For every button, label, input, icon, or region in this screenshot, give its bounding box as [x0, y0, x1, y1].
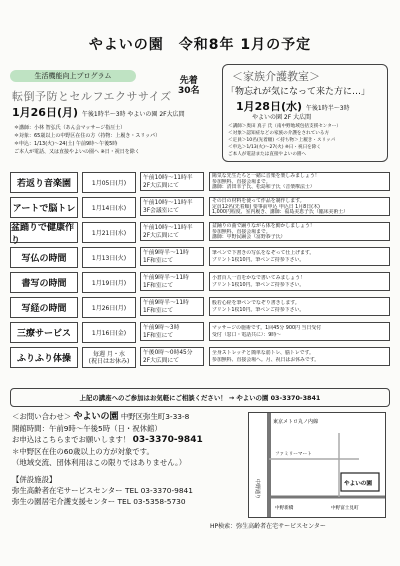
contact-address: 中野区弥生町3-33-8 [120, 412, 190, 421]
partner-tel[interactable]: TEL 03-5358-5730 [117, 497, 186, 506]
family-care-detail-line: ＜講師＞奥田 真子 氏（南中野地域包括支援センター） [228, 124, 341, 129]
schedule-place-line: 1F和室にて [143, 282, 174, 289]
schedule-row [10, 297, 390, 316]
schedule-time-line: 午前9時～3時 [143, 324, 180, 331]
program-detail-line: ＊申込：1/13(火)～24(土) 午前9時～午後5時 [14, 141, 118, 147]
schedule-date: 1月13日(火) [82, 247, 136, 268]
schedule-time-line: 午前10時～11時半 [143, 174, 193, 181]
group-use-note: （地域交流、団体利用はこの限りではありません。） [12, 458, 187, 467]
family-care-detail-line: ＜定員＞10名(先着順) ＜持ち物＞上履き・スリッパ [228, 138, 336, 143]
homepage-search-note: HP検索：弥生高齢者在宅サービスセンター [210, 523, 326, 530]
family-care-quote: 「物忘れが気になって来た方に…」 [226, 87, 371, 97]
schedule-time [140, 222, 204, 241]
map-label: 中野富士見町 [331, 506, 359, 511]
schedule-place-line: 2F大広間にて [143, 357, 180, 364]
first-come-badge [178, 76, 200, 96]
schedule-name: 書写の時間 [10, 272, 78, 293]
schedule-desc [209, 222, 390, 241]
contact-hours: 開館時間：午前9時～午後5時（日・祝休館） [12, 424, 162, 433]
desc-line: その日の材料を使って作品を制作します。 [212, 198, 305, 204]
schedule-desc [209, 247, 390, 266]
page-title: やよいの園 令和8年 1月の予定 [88, 37, 312, 53]
contact-header [12, 411, 244, 423]
partner-name: 弥生高齢者在宅サービスセンター [12, 486, 123, 495]
partner-row [12, 496, 244, 507]
schedule-date: 1月21日(水) [82, 222, 136, 243]
desc-line: 受付（窓口・電話共に）：9時～ [212, 331, 282, 338]
contact-label: ＜お問い合わせ＞ [12, 412, 72, 421]
schedule-time-line: 午前10時～11時半 [143, 199, 193, 206]
desc-line: プリント1枚10円。筆ペンご持参下さい。 [212, 281, 305, 288]
schedule-time [140, 297, 204, 316]
family-care-heading: ＜家族介護教室＞ [232, 70, 320, 83]
contact-org: やよいの園 [73, 412, 119, 422]
schedule-desc [209, 322, 390, 341]
map-label: ファミリーマート [275, 452, 312, 457]
partner-heading: 【併設施設】 [12, 475, 57, 484]
apply-label: お申込はこちらまでお願いします！ [12, 435, 131, 444]
desc-line: プリント1枚10円。筆ペンご持参下さい。 [212, 306, 305, 313]
desc-line: 小倉百人一首をかなで書いてみましょう！ [212, 274, 305, 281]
map-graphic [249, 413, 385, 517]
program-date [12, 104, 185, 120]
apply-phone[interactable]: 03-3370-9841 [132, 435, 203, 445]
program-tag: 生活機能向上プログラム [10, 70, 136, 82]
family-care-place: やよいの園 2F 大広間 [252, 114, 312, 121]
program-detail-line: ＊対象：65歳以上の中野区在住の方（持物：上履き・スリッパ） [14, 133, 161, 139]
schedule-desc [209, 297, 390, 316]
family-care-date-text: 1月28日(水) [236, 100, 303, 113]
desc-line: 講師：清田幸子氏、松島和子氏（音楽療法士） [212, 184, 315, 191]
schedule-name: ふりふり体操 [10, 347, 78, 368]
program-details [14, 124, 200, 156]
schedule-name: アートで脳トレ [10, 197, 78, 218]
schedule-time-line: 午前9時半～11時 [143, 274, 189, 281]
schedule-name: 写仏の時間 [10, 247, 78, 268]
desc-line: 全身ストレッチと簡単な筋トレ、脳トレです。 [212, 349, 314, 356]
family-care-time: 午後1時半～3時 [305, 105, 350, 112]
schedule-time-line: 午前9時半～11時 [143, 299, 189, 306]
contact-section [12, 411, 244, 507]
schedule-row [10, 197, 390, 216]
schedule-time [140, 272, 204, 291]
schedule-desc [209, 197, 390, 216]
schedule-place-line: 1F和室にて [143, 257, 174, 264]
schedule-date: 1月26日(月) [82, 297, 136, 318]
desc-line: 参加無料、直接会場まで。 [212, 228, 271, 235]
contact-apply [12, 434, 244, 446]
schedule-time-line: 午前9時半～11時 [143, 249, 189, 256]
schedule-desc [209, 347, 390, 366]
first-come-label: 先着 [179, 76, 198, 86]
schedule-date: 1月16日(金) [82, 322, 136, 343]
schedule-time [140, 197, 204, 216]
partner-row [12, 485, 244, 496]
map-label: 東京メトロ丸ノ内線 [273, 419, 319, 425]
schedule-date: 毎週 月・水 (祝日はお休み) [82, 347, 136, 368]
desc-line: 1,000円程度、室内履き、講師：福島美恵子氏（臨床美術士） [212, 209, 349, 216]
partner-tel[interactable]: TEL 03-3370-9841 [124, 486, 193, 495]
family-care-detail-line: ご本人が電話または直接やよいの園へ [228, 152, 307, 157]
program-detail-line: ＊講師：小林 智弘氏（あん会マッサージ指圧士） [14, 125, 126, 131]
consult-notice: 上記の講座へのご参加はお気軽にご相談ください！ → やよいの園 03-3370-3841 [10, 388, 390, 407]
schedule-time [140, 247, 204, 266]
desc-line: 定員12名(先着順) 要事前申込 申込日 1月8日(木) [212, 203, 320, 210]
schedule-row [10, 222, 390, 246]
schedule-place-line: 1F和室にて [143, 307, 174, 314]
capacity-label: 30名 [178, 86, 200, 96]
map-label: やよいの園 [344, 481, 372, 487]
schedule-date: 1月14日(水) [82, 197, 136, 218]
schedule-place-line: 2F大広間にて [143, 232, 180, 239]
program-date-text: 1月26日(月) [12, 106, 79, 119]
schedule-time [140, 172, 204, 191]
residency-note: ＊中野区在住の60歳以上の方が対象です。 [12, 447, 154, 456]
schedule-row [10, 322, 390, 341]
desc-line: 参加無料、直接会場へ。月、祝日はお休みです。 [212, 356, 320, 363]
schedule-time-line: 午前10時～11時半 [143, 224, 193, 231]
family-care-detail-line: ＜申込＞1/13(火)～27(火) ※日・祝日を除く [228, 145, 321, 150]
program-time-place: 午後1時半～3時 やよいの園 2F大広間 [81, 111, 185, 118]
desc-line: 筆ペンで下書きの写仏をなぞって仕上げます。 [212, 249, 315, 256]
schedule-name: 若返り音楽園 [10, 172, 78, 193]
map-label: 中野通り [254, 479, 260, 500]
desc-line: マッサージの施術です。1回45分 900円 当日受付 [212, 324, 322, 331]
schedule-time [140, 322, 204, 341]
program-detail-line: ご本人が電話、又は直接やよいの園へ ※日・祝日を除く [14, 149, 140, 155]
schedule-name: 写経の時間 [10, 297, 78, 318]
partner-name: 弥生の園居宅介護支援センター [12, 497, 116, 506]
schedule-place-line: 2F大広間にて [143, 182, 180, 189]
desc-line: 参加無料、直接会場まで。 [212, 178, 271, 185]
family-care-details [228, 123, 388, 158]
schedule-date: 1月05日(月) [82, 172, 136, 193]
schedule-row [10, 172, 390, 191]
schedule-date: 1月19日(月) [82, 272, 136, 293]
schedule-time [140, 347, 204, 366]
desc-line: 陽気な先生たちと一緒に音楽を楽しみましょう！ [212, 173, 320, 179]
program-title: 転倒予防とセルフエクササイズ [12, 90, 172, 103]
schedule-desc [209, 172, 390, 191]
desc-line: 講師：中野民踊会（冨野恭子氏） [212, 234, 286, 241]
schedule-desc [209, 272, 390, 291]
map-label: 中野新橋 [275, 506, 294, 511]
schedule-place-line: 3F会議室にて [143, 207, 180, 214]
schedule-time-line: 午後0時～0時45分 [143, 349, 193, 356]
schedule-row [10, 247, 390, 266]
schedule-name: 盆踊りで健康作り [10, 222, 78, 243]
schedule-row [10, 272, 390, 291]
schedule-place-line: 1F和室にて [143, 332, 174, 339]
schedule-row [10, 347, 390, 366]
access-map [248, 412, 386, 518]
family-care-detail-line: ＜対象＞認知症などの家族の介護をされている方 [228, 131, 330, 136]
schedule-name: 三療サービス [10, 322, 78, 343]
desc-line: プリント1枚10円。筆ペンご持参下さい。 [212, 256, 305, 263]
desc-line: 般若心経を筆ペンでなぞり書きします。 [212, 299, 300, 306]
desc-line: 盆踊りの曲で踊りながら体を動かしましょう！ [212, 223, 315, 229]
